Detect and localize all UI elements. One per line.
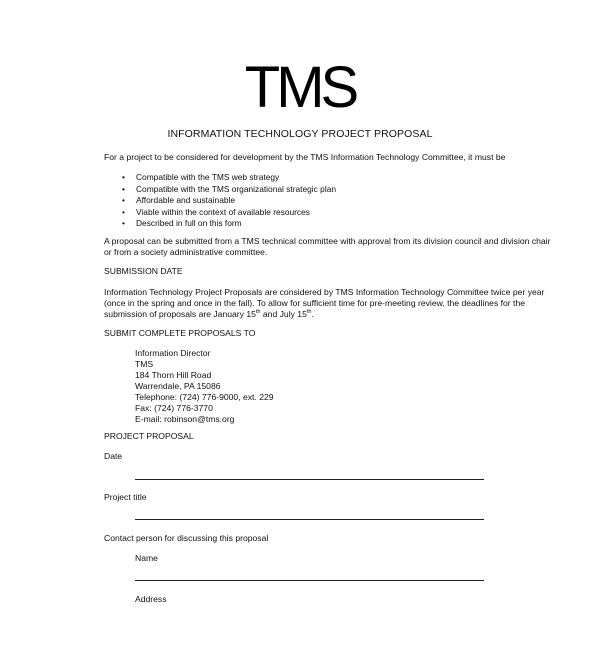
bullet-icon: • <box>122 172 125 182</box>
submission-date-line-3: submission of proposals are January 15th and July 15th. <box>104 309 314 319</box>
bullet-icon: • <box>122 195 125 206</box>
address-line: Information Director <box>135 348 211 358</box>
name-label: Name <box>135 553 158 563</box>
project-title-label: Project title <box>104 492 147 502</box>
mailing-address <box>135 348 274 425</box>
address-fax: Fax: (724) 776-3770 <box>135 403 213 413</box>
name-field-line[interactable] <box>135 580 484 581</box>
criteria-item: • Compatible with the TMS organizational strategic plan <box>122 183 337 194</box>
address-label: Address <box>135 594 167 604</box>
bullet-icon: • <box>122 218 125 229</box>
address-email: E-mail: robinson@tms.org <box>135 414 235 424</box>
submission-note-line-2: or from a society administrative committee. <box>104 247 268 257</box>
submission-date-heading: SUBMISSION DATE <box>104 266 183 276</box>
submission-date-line-1: Information Technology Project Proposals are considered by TMS Information Technology Committee twice per year <box>104 287 545 297</box>
bullet-icon: • <box>122 206 125 217</box>
date-label: Date <box>104 451 123 461</box>
date-field-line[interactable] <box>135 479 484 480</box>
submission-note-line-1: A proposal can be submitted from a TMS technical committee with approval from its division council and division chair <box>104 236 551 246</box>
address-line: 184 Thorn Hill Road <box>135 370 212 380</box>
submit-to-heading: SUBMIT COMPLETE PROPOSALS TO <box>104 328 256 338</box>
criteria-item: • Compatible with the TMS web strategy <box>122 172 280 182</box>
criteria-item: • Described in full on this form <box>122 218 242 229</box>
project-proposal-heading: PROJECT PROPOSAL <box>104 431 194 441</box>
project-title-field-line[interactable] <box>135 519 484 520</box>
document-title: INFORMATION TECHNOLOGY PROJECT PROPOSAL <box>167 128 433 140</box>
submission-date-line-2: (once in the spring and once in the fall). To allow for sufficient time for pre-meeting review, the deadlines for the <box>104 298 526 308</box>
intro-paragraph: For a project to be considered for development by the TMS Information Technology Committee, it must be <box>104 152 506 162</box>
criteria-item: • Viable within the context of available resources <box>122 206 310 217</box>
bullet-icon: • <box>122 183 125 194</box>
tms-logo: TMS <box>244 55 356 120</box>
address-line: TMS <box>135 359 154 369</box>
contact-person-label: Contact person for discussing this proposal <box>104 533 269 543</box>
criteria-item: • Affordable and sustainable <box>122 195 236 206</box>
address-phone: Telephone: (724) 776-9000, ext. 229 <box>135 392 274 402</box>
criteria-list <box>122 172 336 230</box>
address-line: Warrendale, PA 15086 <box>135 381 221 391</box>
